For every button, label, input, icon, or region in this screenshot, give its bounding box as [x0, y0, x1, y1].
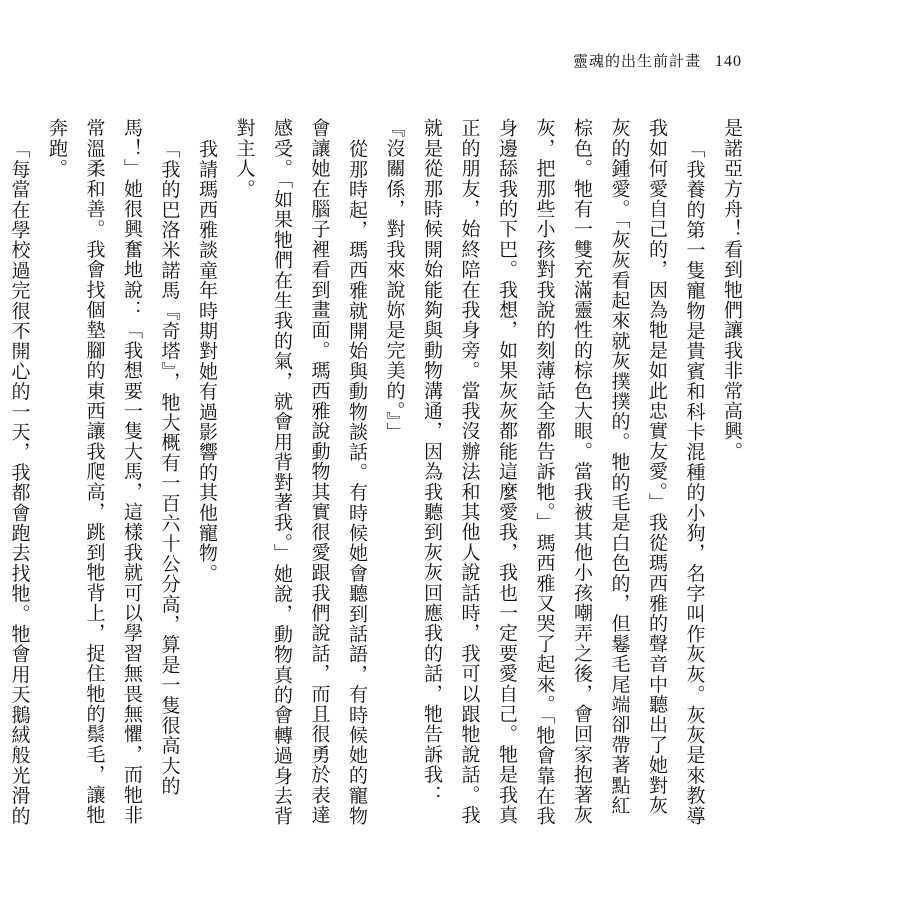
page-number: 140	[715, 53, 742, 70]
paragraph: 「我的巴洛米諾馬『奇塔』，牠大概有一百六十公分高，算是一隻很高大的馬！」她很興奮地說：「我想要一隻大馬，這樣我就可以學習無畏無懼，而牠非常溫柔和善。我會找個墊腳的東西讓我爬高，跳到牠背上，捉住牠的鬃毛，讓牠奔跑。	[46, 118, 181, 825]
paragraph: 從那時起，瑪西雅就開始與動物談話。有時候她會聽到話語，有時候她的寵物會讓她在腦子裡看到畫面。瑪西雅說動物其實很愛跟我們說話，而且很勇於表達感受。「如果牠們在生我的氣，就會用背對著我。」她說，動物真的會轉過身去背對主人。	[233, 118, 368, 827]
paragraph: 我請瑪西雅談童年時期對她有過影響的其他寵物。	[196, 138, 218, 584]
running-header	[573, 50, 742, 71]
chapter-title: 靈魂的出生前計畫	[572, 52, 701, 70]
paragraph: 「我養的第一隻寵物是貴賓和科卡混種的小狗，名字叫作灰灰。灰灰是來教導我如何愛自己的，因為牠是如此忠實友愛。」我從瑪西雅的聲音中聽出了她對灰灰的鍾愛。「灰灰看起來就灰撲撲的。牠的毛是白色的，但鬈毛尾端卻帶著點紅棕色。牠有一雙充滿靈性的棕色大眼。當我被其他小孩嘲弄之後，會回家抱著灰灰，把那些小孩對我說的刻薄話全都告訴牠。」瑪西雅又哭了起來。「牠會靠在我身邊舔我的下巴。我想，如果灰灰都能這麼愛我，我也一定要愛自己。牠是我真正的朋友，始終陪在我身旁。當我沒辦法和其他人說話時，我可以跟牠說話。我就是從那時候開始能夠與動物溝通，因為我聽到灰灰回應我的話，牠告訴我：『沒關係，對我來說妳是完美的。』」	[383, 118, 706, 827]
paragraph: 「每當在學校過完很不開心的一天，我都會跑去找牠。牠會用天鵝絨般光滑的	[8, 138, 31, 826]
paragraph: 是諾亞方舟！看到牠們讓我非常高興。	[721, 118, 743, 462]
body-text	[8, 118, 750, 830]
